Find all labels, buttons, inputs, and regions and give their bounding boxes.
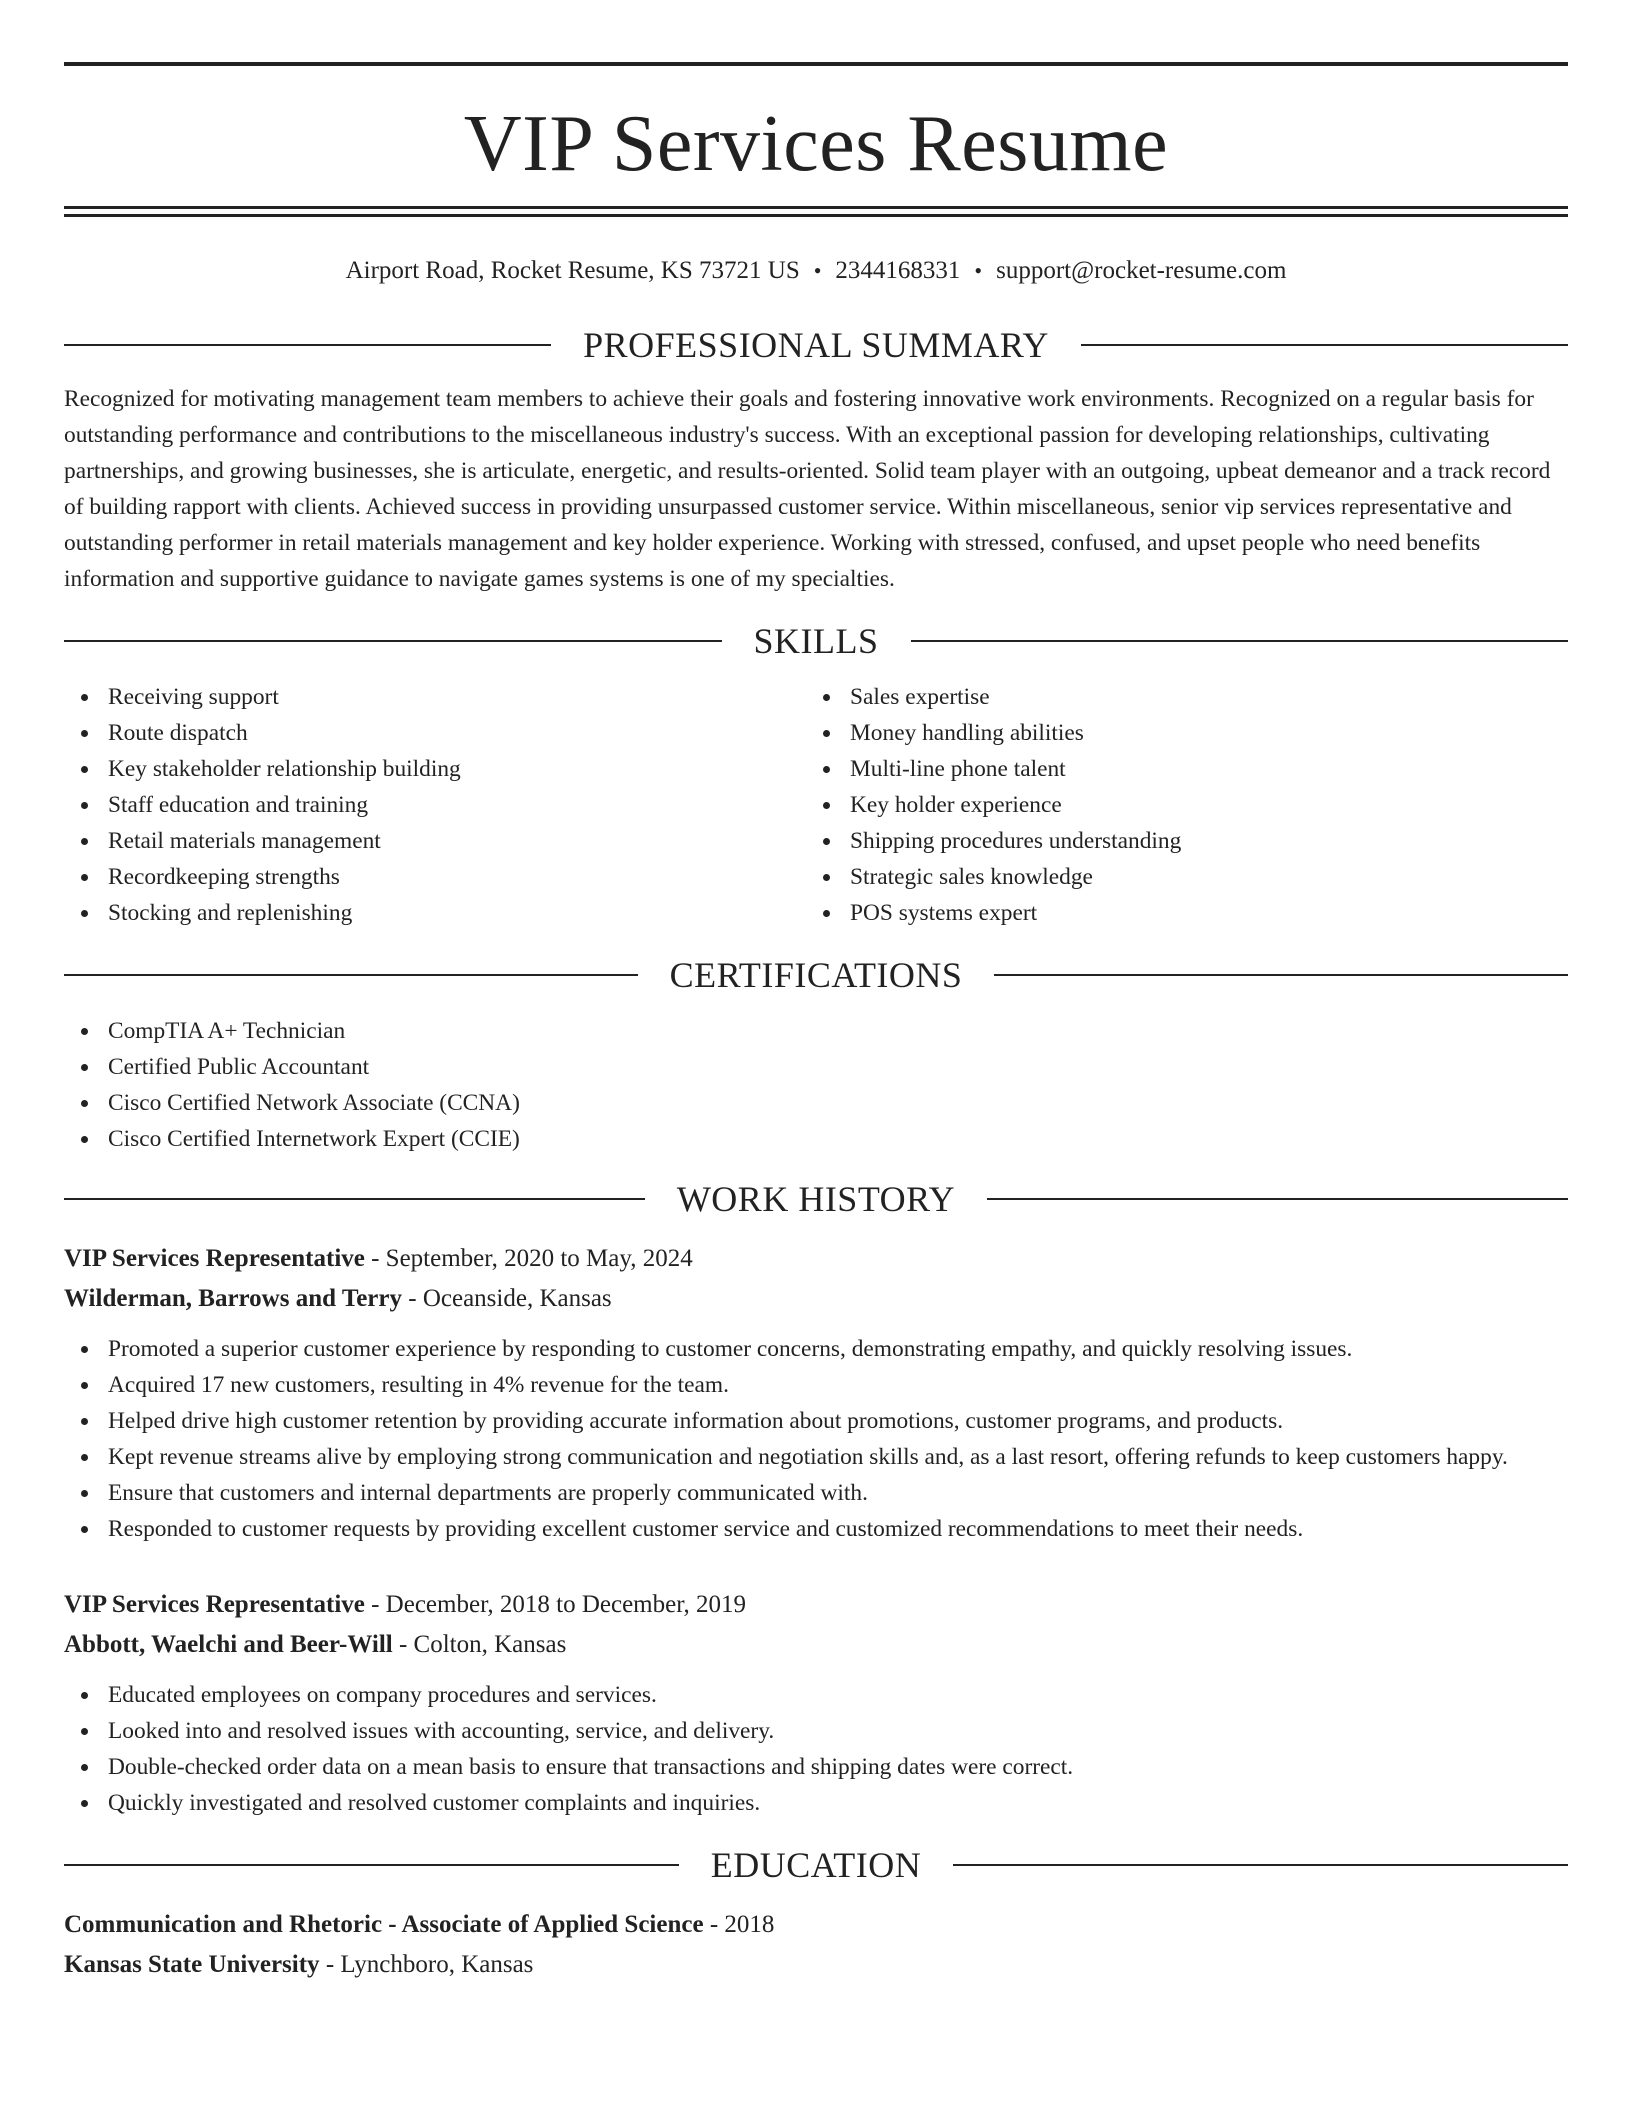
section-header-skills [64,605,1568,677]
job-company: Abbott, Waelchi and Beer-Will [64,1631,393,1658]
job-bullets [64,1677,1568,1821]
job-location: - Oceanside, Kansas [402,1285,612,1312]
section-rule [911,640,1569,642]
section-header-education [64,1829,1568,1901]
section-rule [64,344,551,346]
certification-item: Cisco Certified Network Associate (CCNA) [64,1085,1568,1121]
certification-item: CompTIA A+ Technician [64,1013,1568,1049]
section-rule [987,1198,1568,1200]
skill-item: Key stakeholder relationship building [64,751,806,787]
job-bullet: Kept revenue streams alive by employing strong communication and negotiation skills and, as a last resort, offering refunds to keep customers happy. [64,1439,1568,1475]
skill-item: Multi-line phone talent [806,751,1548,787]
section-rule [64,974,638,976]
certification-item: Certified Public Accountant [64,1049,1568,1085]
education-entry [64,1905,1568,1985]
job-bullet: Ensure that customers and internal departments are properly communicated with. [64,1475,1568,1511]
section-rule [64,1198,645,1200]
summary-text: Recognized for motivating management team members to achieve their goals and fostering innovative work environments. Recognized on a regular basis for outstanding performance and contributions to the miscellaneous industry's success. With an exceptional passion for developing relationships, cultivating partnerships, and growing businesses, she is articulate, energetic, and results-oriented. Solid team player with an outgoing, upbeat demeanor and a track record of building rapport with clients. Achieved success in providing unsurpassed customer service. Within miscellaneous, senior vip services representative and outstanding performer in retail materials management and key holder experience. Working with stressed, confused, and upset people who need benefits information and supportive guidance to navigate games systems is one of my specialties. [64,386,1551,592]
section-title: CERTIFICATIONS [669,955,963,995]
contact-address: Airport Road, Rocket Resume, KS 73721 US [345,257,800,284]
skills-list-left [64,679,806,931]
section-rule [64,640,722,642]
skill-item: Money handling abilities [806,715,1548,751]
resume-page [64,62,1568,1985]
skill-item: Key holder experience [806,787,1548,823]
skill-item: Receiving support [64,679,806,715]
section-header-certifications [64,939,1568,1011]
education-degree: Communication and Rhetoric - Associate of Applied Science [64,1911,704,1938]
job-spacer [64,1547,1568,1581]
section-rule [953,1864,1568,1866]
skill-item: Staff education and training [64,787,806,823]
job-title-line [64,1239,1568,1279]
resume-title: VIP Services Resume [463,100,1169,188]
contact-email: support@rocket-resume.com [996,257,1287,284]
education-location: - Lynchboro, Kansas [319,1951,534,1978]
job-dates: - September, 2020 to May, 2024 [364,1245,693,1272]
job-bullet: Educated employees on company procedures and services. [64,1677,1568,1713]
education-degree-line [64,1905,1568,1945]
job-company-line [64,1279,1568,1319]
job-bullet: Helped drive high customer retention by providing accurate information about promotions, customer programs, and products. [64,1403,1568,1439]
section-rule [1081,344,1568,346]
job-company-line [64,1625,1568,1665]
contact-separator: • [974,258,983,283]
skills-grid [64,679,1568,931]
job-bullet: Promoted a superior customer experience by responding to customer concerns, demonstrating empathy, and quickly resolving issues. [64,1331,1568,1367]
skill-item: POS systems expert [806,895,1548,931]
job-bullet: Acquired 17 new customers, resulting in 4% revenue for the team. [64,1367,1568,1403]
section-rule [994,974,1568,976]
job-title: VIP Services Representative [64,1245,365,1272]
job-entry [64,1585,1568,1821]
job-title-line [64,1585,1568,1625]
skill-item: Shipping procedures understanding [806,823,1548,859]
section-title: WORK HISTORY [676,1179,956,1219]
section-header-summary [64,309,1568,381]
section-title: EDUCATION [710,1845,922,1885]
section-title: SKILLS [753,621,879,661]
job-bullet: Responded to customer requests by providing excellent customer service and customized recommendations to meet their needs. [64,1511,1568,1547]
skill-item: Sales expertise [806,679,1548,715]
certifications-list [64,1013,1568,1157]
skill-item: Strategic sales knowledge [806,859,1548,895]
skill-item: Retail materials management [64,823,806,859]
job-bullet: Looked into and resolved issues with accounting, service, and delivery. [64,1713,1568,1749]
section-header-work [64,1163,1568,1235]
job-company: Wilderman, Barrows and Terry [64,1285,402,1312]
job-bullet: Double-checked order data on a mean basis to ensure that transactions and shipping dates were correct. [64,1749,1568,1785]
job-bullet: Quickly investigated and resolved customer complaints and inquiries. [64,1785,1568,1821]
double-rule [64,206,1568,217]
job-entry [64,1239,1568,1547]
contact-line [64,251,1568,291]
contact-phone: 2344168331 [835,257,961,284]
section-rule [64,1864,679,1866]
job-bullets [64,1331,1568,1547]
skill-item: Recordkeeping strengths [64,859,806,895]
education-school-line [64,1945,1568,1985]
job-dates: - December, 2018 to December, 2019 [364,1591,747,1618]
section-title: PROFESSIONAL SUMMARY [583,325,1049,365]
skills-list-right [806,679,1548,931]
education-year: - 2018 [703,1911,775,1938]
skill-item: Stocking and replenishing [64,895,806,931]
contact-separator: • [813,258,822,283]
certification-item: Cisco Certified Internetwork Expert (CCIE) [64,1121,1568,1157]
job-title: VIP Services Representative [64,1591,365,1618]
job-location: - Colton, Kansas [392,1631,567,1658]
skill-item: Route dispatch [64,715,806,751]
education-school: Kansas State University [64,1951,320,1978]
